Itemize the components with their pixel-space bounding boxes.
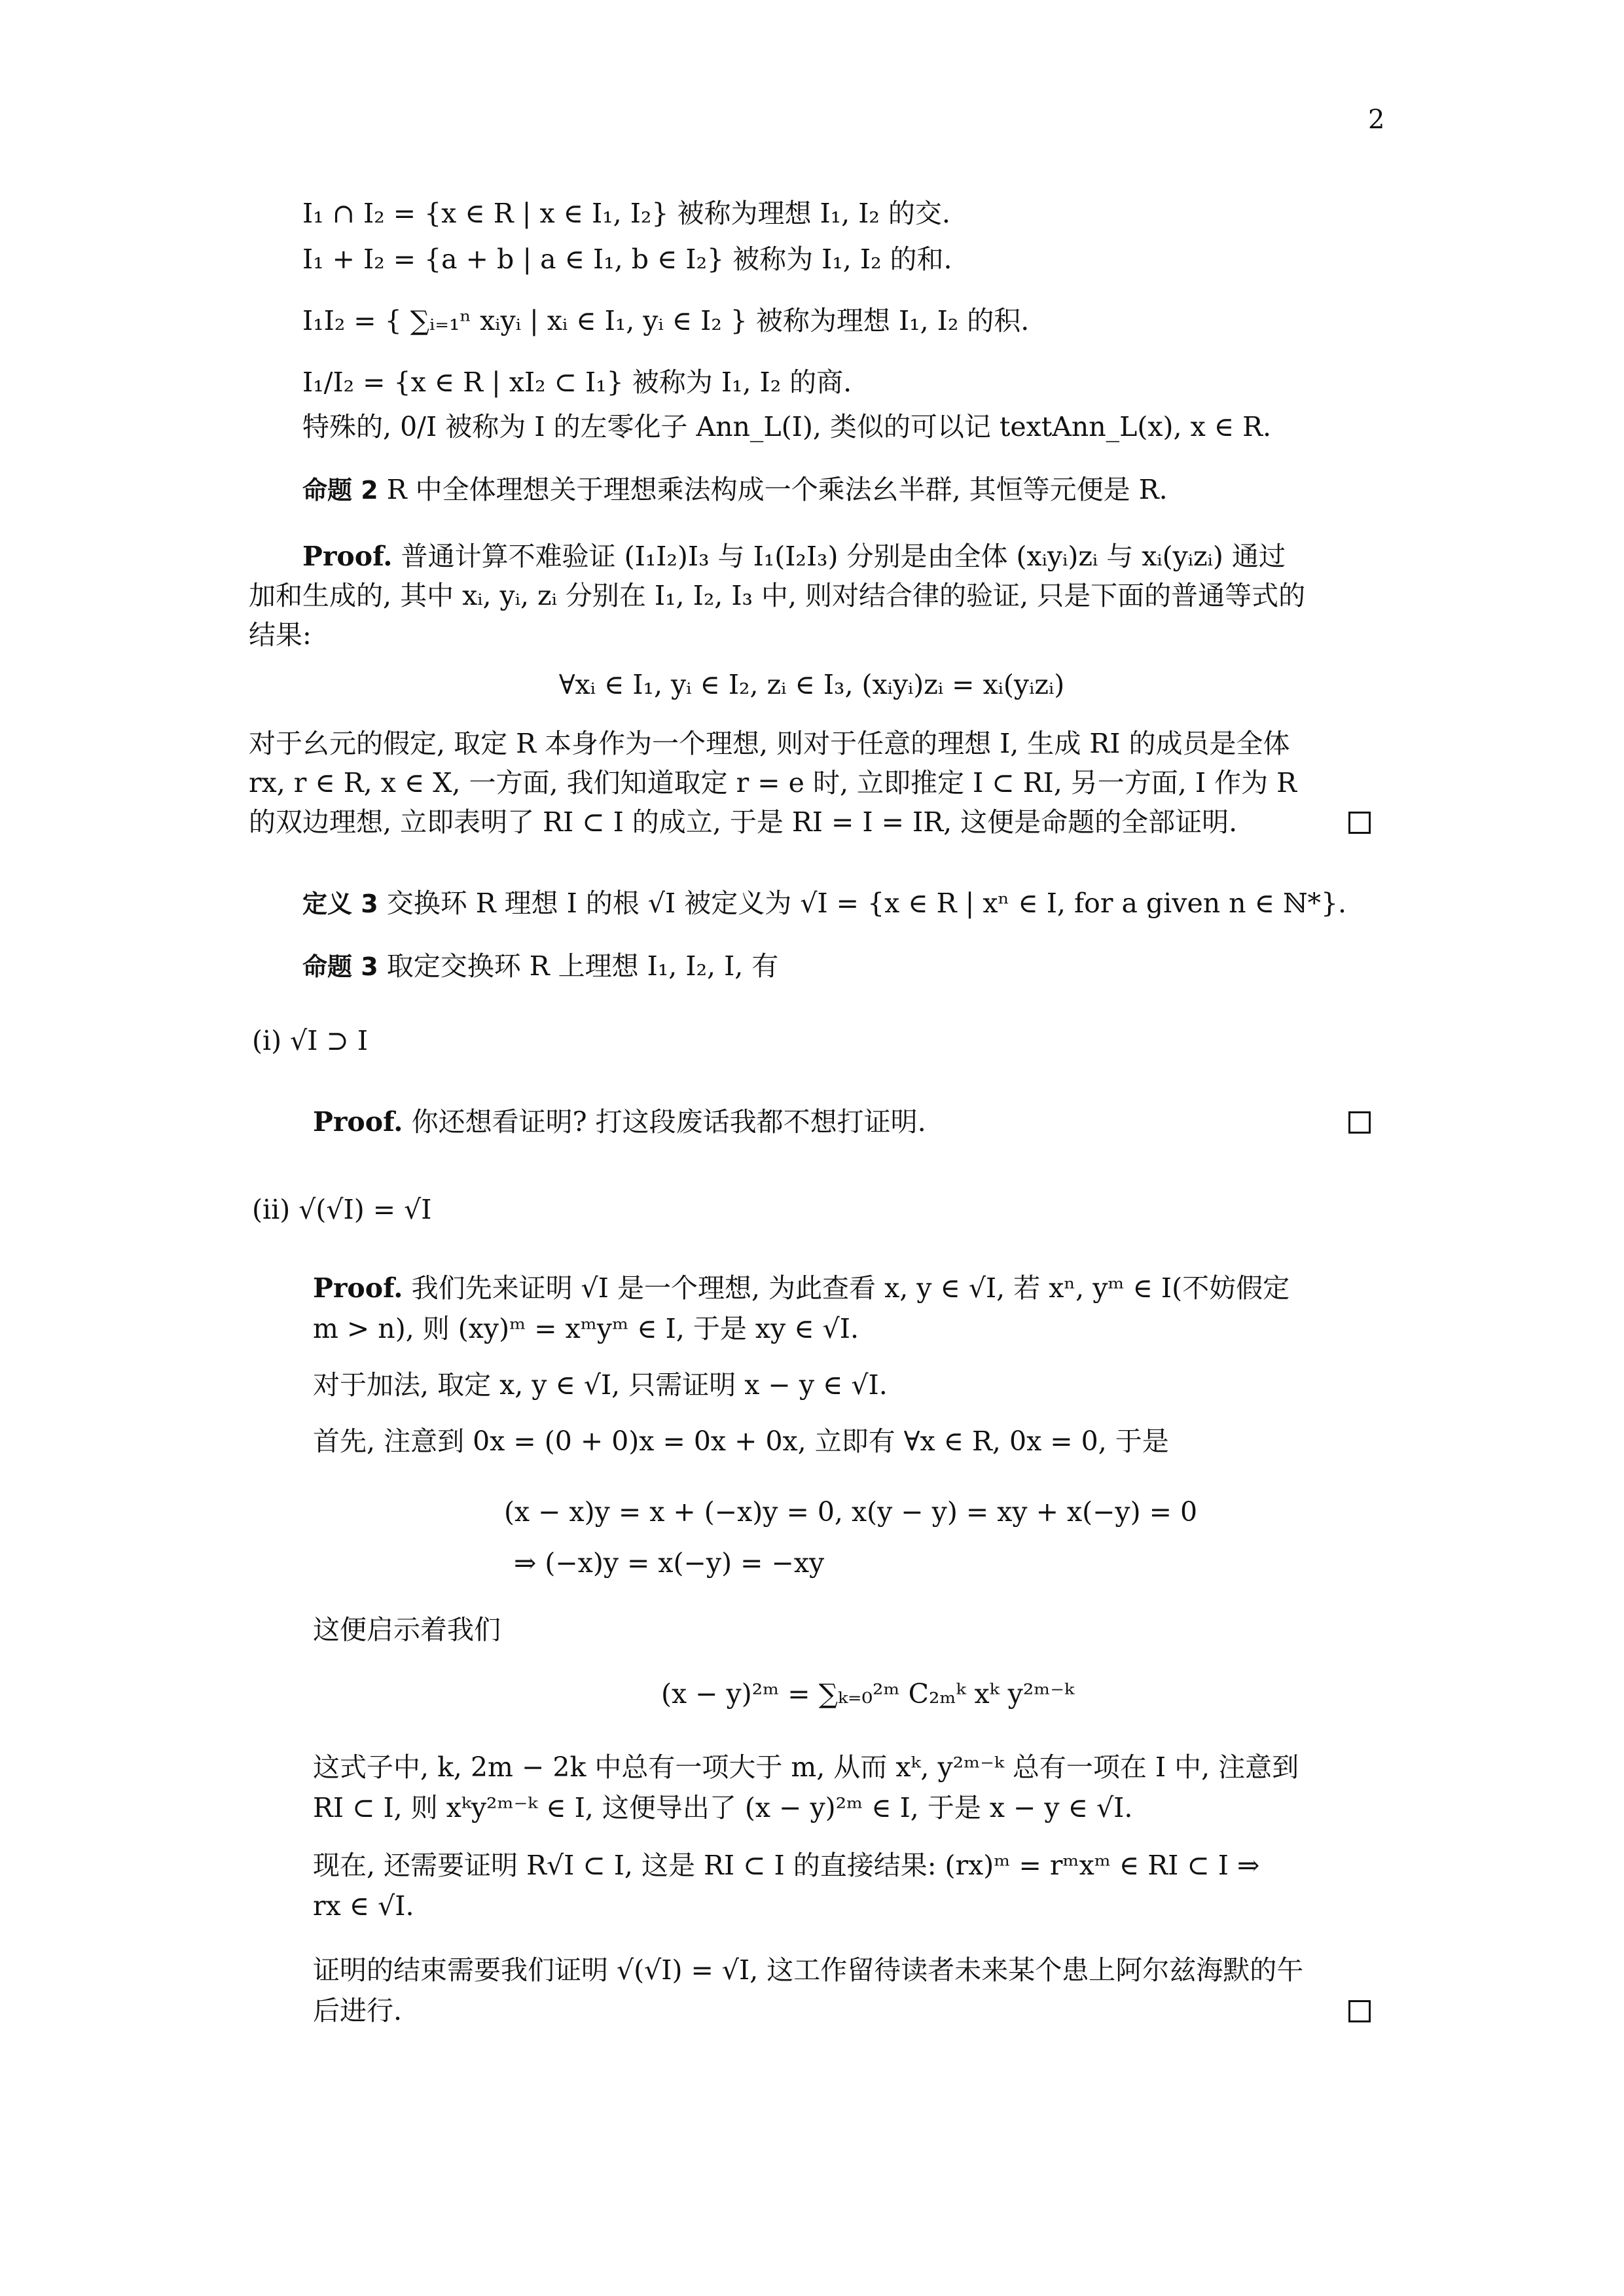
proposition-3 (302, 948, 778, 985)
item-ii-proof-line-6: 这式子中, k, 2m − 2k 中总有一项大于 m, 从而 xᵏ, y²ᵐ⁻ᵏ 总有一项在 I 中, 注意到 (313, 1751, 1299, 1783)
item-ii-proof-line-5: 这便启示着我们 (313, 1614, 501, 1645)
proposition-2-text: R 中全体理想关于理想乘法构成一个乘法幺半群, 其恒等元便是 R. (378, 474, 1168, 505)
proof-1-line-2: 加和生成的, 其中 xᵢ, yᵢ, zᵢ 分别在 I₁, I₂, I₃ 中, 则对结合律的验证, 只是下面的普通等式的 (249, 580, 1306, 611)
page-number: 2 (1368, 105, 1385, 135)
definition-3-label: 定义 3 (302, 889, 378, 918)
definition-3 (302, 885, 1346, 922)
definition-quotient: I₁/I₂ = {x ∈ R | xI₂ ⊂ I₁} 被称为 I₁, I₂ 的商. (302, 367, 852, 398)
equation-negation: ⇒ (−x)y = x(−y) = −xy (514, 1547, 825, 1579)
proposition-2-label: 命题 2 (302, 476, 378, 505)
proposition-2 (302, 471, 1168, 509)
item-ii-proof-line-7: RI ⊂ I, 则 xᵏy²ᵐ⁻ᵏ ∈ I, 这便导出了 (x − y)²ᵐ ∈ I, 于是 x − y ∈ √I. (313, 1792, 1133, 1823)
item-ii-proof-line-2: m > n), 则 (xy)ᵐ = xᵐyᵐ ∈ I, 于是 xy ∈ √I. (313, 1313, 859, 1344)
item-ii-proof-line-10: 证明的结束需要我们证明 √(√I) = √I, 这工作留待读者未来某个患上阿尔兹海默的午 (313, 1954, 1304, 1986)
item-ii: (ii) √(√I) = √I (252, 1194, 432, 1225)
equation-distributive: (x − x)y = x + (−x)y = 0, x(y − y) = xy + x(−y) = 0 (504, 1496, 1198, 1528)
proof-1-line-1: Proof. 普通计算不难验证 (I₁I₂)I₃ 与 I₁(I₂I₃) 分别是由全体 (xᵢyᵢ)zᵢ 与 xᵢ(yᵢzᵢ) 通过 (302, 541, 1286, 572)
item-ii-proof-line-11: 后进行. (313, 1995, 403, 2026)
qed-box (1348, 1111, 1371, 1134)
item-ii-proof-line-4: 首先, 注意到 0x = (0 + 0)x = 0x + 0x, 立即有 ∀x ∈ R, 0x = 0, 于是 (313, 1426, 1169, 1457)
item-ii-proof-line-1: Proof. 我们先来证明 √I 是一个理想, 为此查看 x, y ∈ √I, 若 xⁿ, yᵐ ∈ I(不妨假定 (313, 1272, 1290, 1304)
proof-1-line-6: 的双边理想, 立即表明了 RI ⊂ I 的成立, 于是 RI = I = IR, 这便是命题的全部证明. (249, 806, 1238, 838)
proof-1-line-4: 对于幺元的假定, 取定 R 本身作为一个理想, 则对于任意的理想 I, 生成 RI 的成员是全体 (249, 728, 1290, 759)
annihilator-note: 特殊的, 0/I 被称为 I 的左零化子 Ann_L(I), 类似的可以记 textAnn_L(x), x ∈ R. (302, 411, 1272, 442)
definition-intersection: I₁ ∩ I₂ = {x ∈ R | x ∈ I₁, I₂} 被称为理想 I₁, I₂ 的交. (302, 198, 950, 229)
proof-label: Proof. (302, 541, 393, 572)
proposition-3-text: 取定交换环 R 上理想 I₁, I₂, I, 有 (378, 950, 779, 982)
definition-product: I₁I₂ = { ∑ᵢ₌₁ⁿ xᵢyᵢ | xᵢ ∈ I₁, yᵢ ∈ I₂ } 被称为理想 I₁, I₂ 的积. (302, 305, 1030, 336)
qed-box (1348, 2000, 1371, 2022)
proof-1-line-5: rx, r ∈ R, x ∈ X, 一方面, 我们知道取定 r = e 时, 立即推定 I ⊂ RI, 另一方面, I 作为 R (249, 767, 1297, 798)
item-ii-proof-line-9: rx ∈ √I. (313, 1890, 414, 1922)
item-i: (i) √I ⊃ I (252, 1025, 369, 1056)
item-i-proof: Proof. 你还想看证明? 打这段废话我都不想打证明. (313, 1106, 926, 1138)
definition-sum: I₁ + I₂ = {a + b | a ∈ I₁, b ∈ I₂} 被称为 I₁, I₂ 的和. (302, 243, 952, 275)
definition-3-text: 交换环 R 理想 I 的根 √I 被定义为 √I = {x ∈ R | xⁿ ∈ I, for a given n ∈ ℕ*}. (378, 888, 1347, 919)
binomial-equation: (x − y)²ᵐ = ∑ₖ₌₀²ᵐ C₂ₘᵏ xᵏ y²ᵐ⁻ᵏ (661, 1678, 1074, 1710)
item-ii-proof-line-8: 现在, 还需要证明 R√I ⊂ I, 这是 RI ⊂ I 的直接结果: (rx)ᵐ = rᵐxᵐ ∈ RI ⊂ I ⇒ (313, 1850, 1260, 1881)
proposition-3-label: 命题 3 (302, 952, 378, 981)
qed-box (1348, 812, 1371, 834)
item-ii-proof-line-3: 对于加法, 取定 x, y ∈ √I, 只需证明 x − y ∈ √I. (313, 1369, 888, 1401)
proof-1-line-3: 结果: (249, 619, 312, 651)
associativity-equation: ∀xᵢ ∈ I₁, yᵢ ∈ I₂, zᵢ ∈ I₃, (xᵢyᵢ)zᵢ = xᵢ(yᵢzᵢ) (558, 669, 1065, 700)
